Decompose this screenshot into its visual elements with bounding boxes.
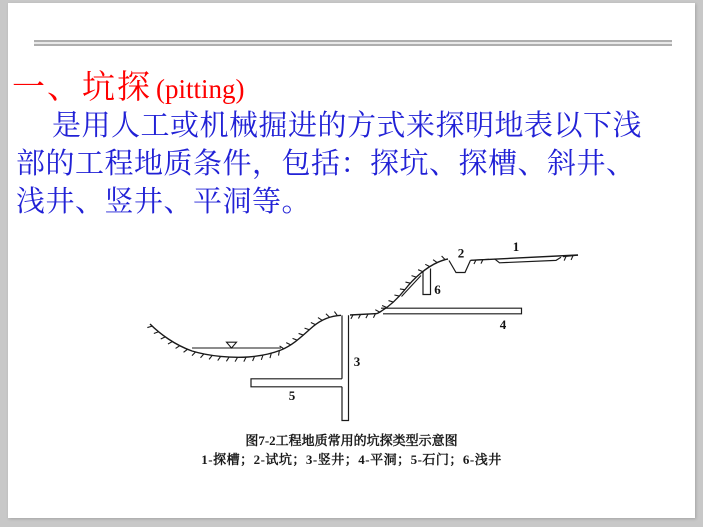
ground-surface-terrace [350, 314, 377, 315]
page-title-zh: 一、坑探 [12, 70, 152, 106]
test-pit-2-outline [449, 260, 471, 272]
body-line-2: 部的工程地质条件，包括：探坑、探槽、斜井、 [16, 148, 636, 180]
label-trench: 1 [512, 239, 520, 254]
pitting-types-figure [140, 238, 585, 430]
page-title [12, 61, 245, 108]
label-shallow-well: 6 [434, 282, 441, 297]
figure-caption-title: 图7-2工程地质常用的坑探类型示意图 [245, 433, 458, 448]
shallow-well-6-outline [423, 269, 431, 295]
label-adit: 4 [499, 317, 507, 332]
ground-surface-valley [150, 324, 281, 357]
label-test-pit: 2 [457, 245, 465, 261]
page-title-en: (pitting) [156, 74, 245, 104]
incline-line [402, 276, 422, 297]
body-line-3: 浅井、竖井、平洞等。 [16, 186, 312, 218]
water-level-icon [227, 342, 237, 348]
crosscut-5-outline [251, 379, 342, 387]
slide-page [8, 3, 695, 518]
label-vertical-shaft: 3 [353, 354, 361, 369]
body-line-1: 是用人工或机械掘进的方式来探明地表以下浅 [52, 110, 643, 142]
body-paragraph [16, 107, 688, 221]
label-crosscut: 5 [288, 388, 296, 403]
figure-caption-legend: 1-探槽；2-试坑；3-竖井；4-平洞；5-石门；6-浅井 [201, 452, 502, 467]
adit-4-outline [381, 308, 522, 314]
shaft-3-outline [342, 315, 349, 420]
figure-caption [8, 431, 695, 469]
header-divider-line [34, 40, 672, 46]
